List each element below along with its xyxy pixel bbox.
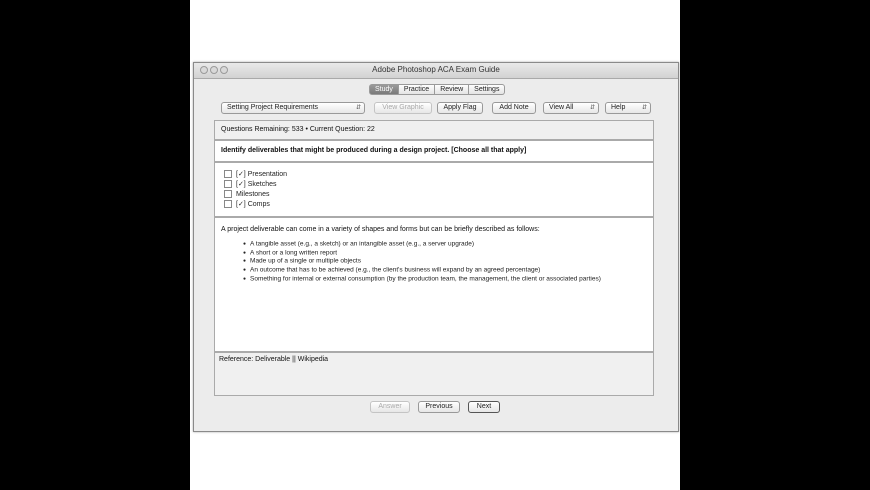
option-label: [✓] Presentation — [236, 171, 288, 178]
section-select-value: Setting Project Requirements — [227, 104, 319, 111]
explanation-intro: A project deliverable can come in a variety of shapes and forms but can be briefly described as follows: — [221, 226, 540, 233]
chevron-updown-icon: ⇵ — [589, 105, 595, 111]
chevron-updown-icon: ⇵ — [641, 105, 647, 111]
option-sketches[interactable] — [224, 180, 277, 188]
option-label: [✓] Comps — [236, 201, 270, 208]
explanation-bullets — [243, 240, 601, 284]
next-button[interactable]: Next — [468, 401, 500, 413]
explanation-bullet: ● Made up of a single or multiple objects — [243, 257, 601, 266]
tab-settings[interactable]: Settings — [469, 84, 505, 95]
option-label: [✓] Sketches — [236, 181, 277, 188]
previous-button[interactable]: Previous — [418, 401, 460, 413]
view-all-select[interactable] — [543, 102, 599, 114]
status-text: Questions Remaining: 533 • Current Question: 22 — [221, 126, 375, 133]
explanation-bullet: ● A tangible asset (e.g., a sketch) or an intangible asset (e.g., a server upgrade) — [243, 240, 601, 249]
checkbox[interactable] — [224, 170, 232, 178]
status-panel — [214, 120, 654, 140]
window-title: Adobe Photoshop ACA Exam Guide — [372, 65, 500, 74]
reference-text: Reference: Deliverable || Wikipedia — [219, 356, 329, 363]
view-graphic-button[interactable]: View Graphic — [374, 102, 432, 114]
option-comps[interactable] — [224, 200, 270, 208]
explanation-bullet: ● An outcome that has to be achieved (e.g., the client's business will expand by an agreed percentage) — [243, 266, 601, 275]
tab-review[interactable]: Review — [435, 84, 469, 95]
question-text: Identify deliverables that might be produced during a design project. [Choose all that apply] — [221, 147, 527, 154]
question-panel — [214, 140, 654, 162]
add-note-button[interactable]: Add Note — [492, 102, 536, 114]
help-value: Help — [611, 104, 626, 111]
option-milestones[interactable] — [224, 190, 269, 198]
reference-panel — [214, 352, 654, 396]
explanation-panel — [214, 217, 654, 352]
tab-practice[interactable]: Practice — [399, 84, 435, 95]
checkbox[interactable] — [224, 200, 232, 208]
help-select[interactable] — [605, 102, 651, 114]
tab-study[interactable]: Study — [369, 84, 399, 95]
option-presentation[interactable] — [224, 170, 287, 178]
view-all-value: View All — [549, 104, 574, 111]
answer-button[interactable]: Answer — [370, 401, 410, 413]
options-panel — [214, 162, 654, 217]
section-select[interactable] — [221, 102, 365, 114]
apply-flag-button[interactable]: Apply Flag — [437, 102, 483, 114]
explanation-bullet: ● A short or a long written report — [243, 249, 601, 258]
chevron-updown-icon: ⇵ — [355, 105, 361, 111]
title-bar — [194, 63, 678, 79]
checkbox[interactable] — [224, 190, 232, 198]
mode-tabs — [369, 84, 505, 95]
checkbox[interactable] — [224, 180, 232, 188]
explanation-bullet: ● Something for internal or external consumption (by the production team, the management, the client or associated parties) — [243, 275, 601, 284]
option-label: Milestones — [236, 190, 270, 198]
